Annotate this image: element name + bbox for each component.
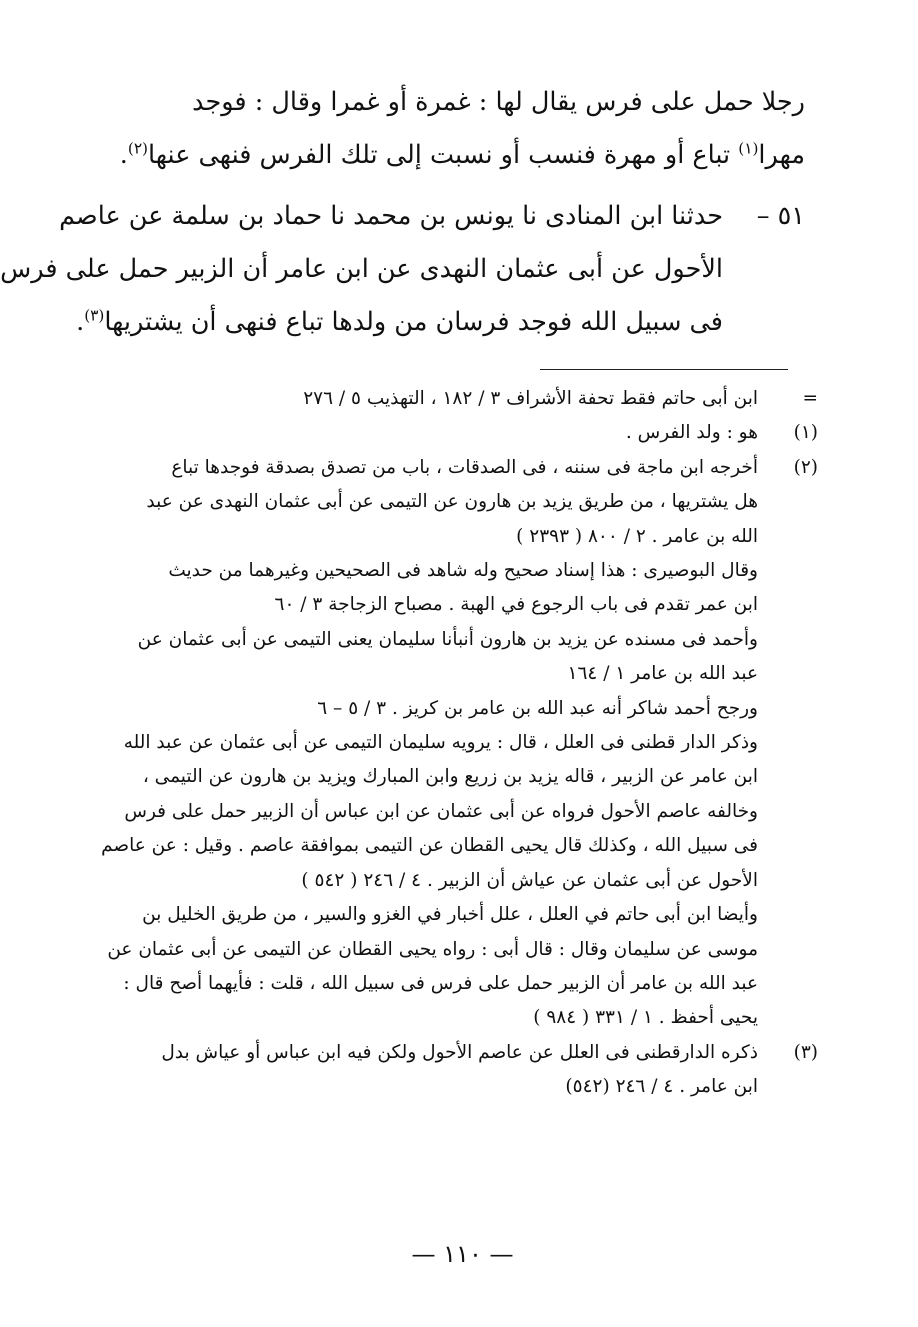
- footnote-marker[interactable]: (٢): [127, 139, 149, 158]
- hadith-number: ٥١ –: [756, 201, 805, 231]
- footnote-line: وخالفه عاصم الأحول فرواه عن أبى عثمان عن ابن عباس أن الزبير حمل على فرس: [124, 800, 758, 822]
- text-line: [97, 129, 805, 182]
- footnote-line: ابن عامر . ٤ / ٢٤٦ (٥٤٢): [565, 1076, 758, 1098]
- text-fragment: مهرا: [758, 140, 805, 170]
- footnote-line: أخرجه ابن ماجة فى سننه ، فى الصدقات ، باب من تصدق بصدقة فوجدها تباع: [171, 456, 758, 478]
- text-fragment: .: [119, 140, 128, 170]
- footnote-item: [97, 382, 818, 416]
- footnote-line: عبد الله بن عامر أن الزبير حمل على فرس فى سبيل الله ، قلت : فأيهما أصح قال :: [123, 972, 758, 994]
- footnote-item: [97, 451, 818, 1036]
- footnote-line: وذكر الدار قطنى فى العلل ، قال : يرويه سليمان التيمى عن أبى عثمان عن عبد الله: [123, 732, 758, 754]
- hadith-51: [0, 190, 805, 350]
- footnote-line: يحيى أحفظ . ١ / ٣٣١ ( ٩٨٤ ): [533, 1007, 758, 1029]
- footnote-line: الأحول عن أبى عثمان عن عياش أن الزبير . ٤ / ٢٤٦ ( ٥٤٢ ): [301, 869, 758, 891]
- footnote-line: ذكره الدارقطنى فى العلل عن عاصم الأحول ولكن فيه ابن عباس أو عياش بدل: [161, 1041, 758, 1063]
- footnote-line: هل يشتريها ، من طريق يزيد بن هارون عن التيمى عن أبى عثمان النهدى عن عبد: [146, 491, 758, 513]
- footnote-line: موسى عن سليمان وقال : قال أبى : رواه يحيى القطان عن التيمى عن أبى عثمان عن: [107, 938, 758, 960]
- footnote-separator: [540, 369, 788, 370]
- hadith-text: [0, 190, 723, 349]
- footnote-line: ابن عامر عن الزبير ، قاله يزيد بن زريع وابن المبارك ويزيد بن هارون عن التيمى ،: [142, 766, 758, 788]
- footnote-line: ورجح أحمد شاكر أنه عبد الله بن عامر بن كريز . ٣ / ٥ – ٦: [317, 697, 758, 719]
- footnote-line: عبد الله بن عامر ١ / ١٦٤: [567, 663, 758, 685]
- footnote-label: (١): [793, 422, 818, 444]
- footnote-label: (٣): [793, 1041, 818, 1063]
- text-line: الأحول عن أبى عثمان النهدى عن ابن عامر أن الزبير حمل على فرس: [0, 254, 723, 284]
- footnote-line: وأيضا ابن أبى حاتم في العلل ، علل أخبار في الغزو والسير ، من طريق الخليل بن: [142, 904, 758, 926]
- footnote-line: الله بن عامر . ٢ / ٨٠٠ ( ٢٣٩٣ ): [516, 525, 758, 547]
- text-line: حدثنا ابن المنادى نا يونس بن محمد نا حماد بن سلمة عن عاصم: [59, 201, 723, 231]
- footnote-marker[interactable]: (١): [738, 139, 759, 158]
- text-line: [76, 296, 723, 349]
- footnotes: [97, 382, 818, 1105]
- footnote-item: [97, 1036, 818, 1105]
- footnote-line: فى سبيل الله ، وكذلك قال يحيى القطان عن التيمى بموافقة عاصم . وقيل : عن عاصم: [101, 835, 758, 857]
- footnote-label: =: [802, 388, 818, 409]
- footnote-item: [97, 416, 818, 450]
- text-fragment: فى سبيل الله فوجد فرسان من ولدها تباع فنهى أن يشتريها: [104, 307, 723, 337]
- text-line: رجلا حمل على فرس يقال لها : غمرة أو غمرا وقال : فوجد: [192, 87, 805, 117]
- page-number: — ١١٠ —: [411, 1240, 514, 1268]
- text-fragment: تباع أو مهرة فنسب أو نسبت إلى تلك الفرس فنهى عنها: [148, 140, 739, 170]
- footnote-line: ابن أبى حاتم فقط تحفة الأشراف ٣ / ١٨٢ ، التهذيب ٥ / ٢٧٦: [303, 388, 758, 409]
- footnote-line: وقال البوصيرى : هذا إسناد صحيح وله شاهد فى الصحيحين وغيرهما من حديث: [168, 560, 758, 582]
- footnote-line: وأحمد فى مسنده عن يزيد بن هارون أنبأنا سليمان يعنى التيمى عن أبى عثمان عن: [137, 628, 758, 650]
- footnote-label: (٢): [793, 456, 818, 478]
- footnote-marker[interactable]: (٣): [84, 306, 105, 325]
- footnote-line: ابن عمر تقدم فى باب الرجوع في الهبة . مصباح الزجاجة ٣ / ٦٠: [274, 594, 758, 616]
- footnote-line: هو : ولد الفرس .: [625, 422, 758, 444]
- text-fragment: .: [76, 307, 85, 337]
- top-paragraph: [97, 76, 805, 182]
